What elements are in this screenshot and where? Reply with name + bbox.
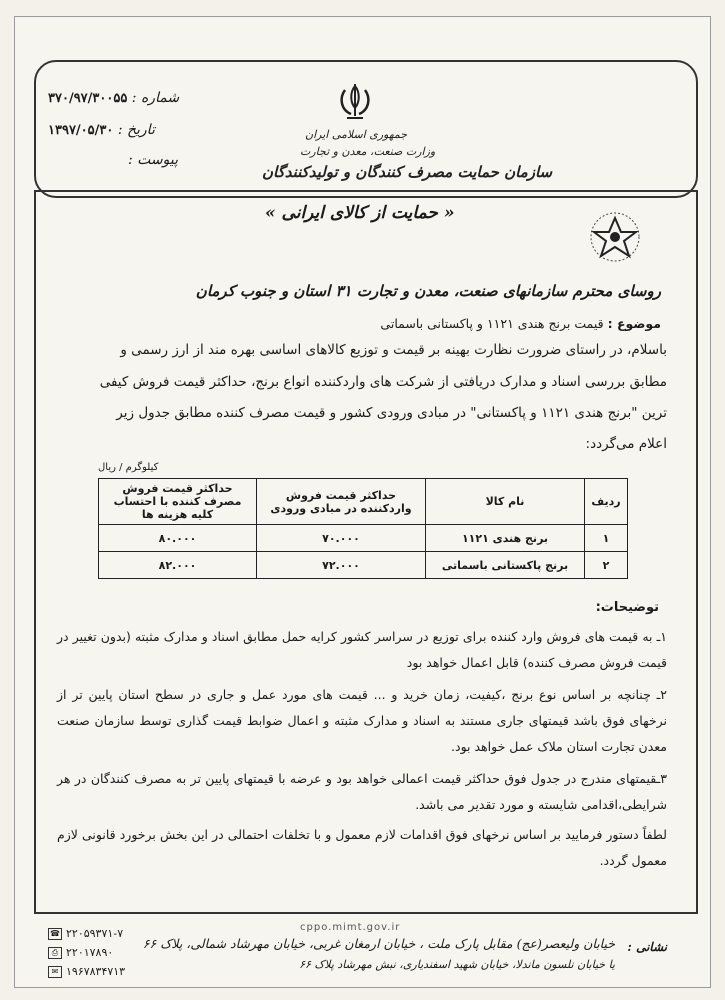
phone-number: ۲۲۰۵۹۳۷۱-۷ [66,927,124,940]
website-url: cppo.mimt.gov.ir [300,922,401,933]
col-product-name: نام کالا [426,479,585,525]
table-cell: ۲ [585,552,628,579]
subject-line [380,316,661,331]
iran-emblem-icon [333,82,377,126]
address-line-2: یا خیابان نلسون ماندلا، خیابان شهید اسفندیاری، نبش مهرشاد پلاک ۶۶ [299,958,615,971]
subject-label: موضوع : [607,316,661,331]
slogan: « حمایت از کالای ایرانی » [265,203,455,223]
note-item: ۱ـ به قیمت های فروش وارد کننده برای توزیع در سراسر کشور کرایه حمل مطابق اسناد و مدارک مثبته (بدون تغییر در قیمت فروش مصرف کننده) قابل اعمال خواهد بود [57,629,667,670]
gov-name: جمهوری اسلامی ایران [305,128,408,141]
phone-contact [48,927,123,940]
fax-number: ۲۲۰۱۷۸۹۰ [66,946,114,959]
table-cell: برنج هندی ۱۱۲۱ [426,525,585,552]
postal-code: ۱۹۶۷۸۳۴۷۱۳ [66,965,126,978]
table-unit: کیلوگرم / ریال [98,462,159,473]
address-label: نشانی : [627,940,667,954]
phone-icon: ☎ [48,928,62,940]
table-cell: برنج پاکستانی باسماتی [426,552,585,579]
number-label: شماره : [131,90,180,106]
note-item: ۲ـ چنانچه بر اساس نوع برنج ،کیفیت، زمان خرید و ... قیمت های مورد عمل و جاری در سطح استان پایین تر از نرخهای فوق باشد قیمتهای جاری مستند به اسناد و مدارک مثبته و اعمال ضوابط قیمت گذاری توسط سازمان صنعت معدن تجارت استان ملاک عمل خواهد بود. [57,687,667,754]
table-row [99,552,628,579]
paragraph-line: اعلام می‌گردد: [585,436,667,452]
paragraph-line: ترین "برنج هندی ۱۱۲۱ و پاکستانی" در مبادی ورودی کشور و قیمت مصرف کننده مطابق جدول زیر [116,405,667,421]
paragraph-line: مطابق بررسی اسناد و مدارک دریافتی از شرکت های واردکننده انواع برنج، حداکثر قیمت فروش کیفی [99,374,667,390]
notes-title: توضیحات: [595,600,659,615]
table-cell: ۸۰.۰۰۰ [99,525,257,552]
col-consumer-price: حداکثر قیمت فروش مصرف کننده با احتساب کلیه هزینه ها [99,479,257,525]
postal-contact [48,965,125,978]
table-row [99,525,628,552]
date-value: ۱۳۹۷/۰۵/۳۰ [48,123,114,138]
mail-icon: ✉ [48,966,62,978]
table-header-row [99,479,628,525]
attachment-label: پیوست : [128,152,178,168]
org-name: سازمان حمایت مصرف کنندگان و تولیدکنندگان [262,163,553,181]
table-cell: ۱ [585,525,628,552]
note-item: ۳ـقیمتهای مندرج در جدول فوق حداکثر قیمت اعمالی خواهد بود و عرضه با قیمتهای پایین تر به مصرف کنندگان در هر شرایطی،اقدامی شایسته و مورد تقدیر می باشد. [57,771,667,812]
letter-number [48,90,179,106]
note-item: لطفاً دستور فرمایید بر اساس نرخهای فوق اقدامات لازم معمول و با تخلفات احتمالی در این بخش برخورد قانونی لازم معمول گردد. [57,827,667,868]
number-value: ۳۷۰/۹۷/۳۰۰۵۵ [48,91,128,106]
date-label: تاریخ : [117,122,155,138]
table-cell: ۸۲.۰۰۰ [99,552,257,579]
fax-contact [48,946,113,959]
table-cell: ۷۲.۰۰۰ [257,552,426,579]
paragraph-line: باسلام، در راستای ضرورت نظارت بهینه بر قیمت و توزیع کالاهای اساسی بهره مند از ارز رسمی و [120,342,667,358]
col-row-number: ردیف [585,479,628,525]
price-table [98,478,628,579]
col-importer-price: حداکثر قیمت فروش واردکننده در مبادی ورودی [257,479,426,525]
letter-date [48,122,155,138]
address-line-1: خیابان ولیعصر(عج) مقابل پارک ملت ، خیابان ارمغان غربی، خیابان مهرشاد شمالی، پلاک ۶۶ [142,936,615,951]
addressee: روسای محترم سازمانهای صنعت، معدن و تجارت ۳۱ استان و جنوب کرمان [195,282,661,300]
ministry-name: وزارت صنعت، معدن و تجارت [300,145,436,158]
fax-icon: ⎙ [48,947,62,959]
organization-logo-icon [588,210,642,264]
subject-text: قیمت برنج هندی ۱۱۲۱ و پاکستانی باسماتی [380,316,604,331]
table-cell: ۷۰.۰۰۰ [257,525,426,552]
